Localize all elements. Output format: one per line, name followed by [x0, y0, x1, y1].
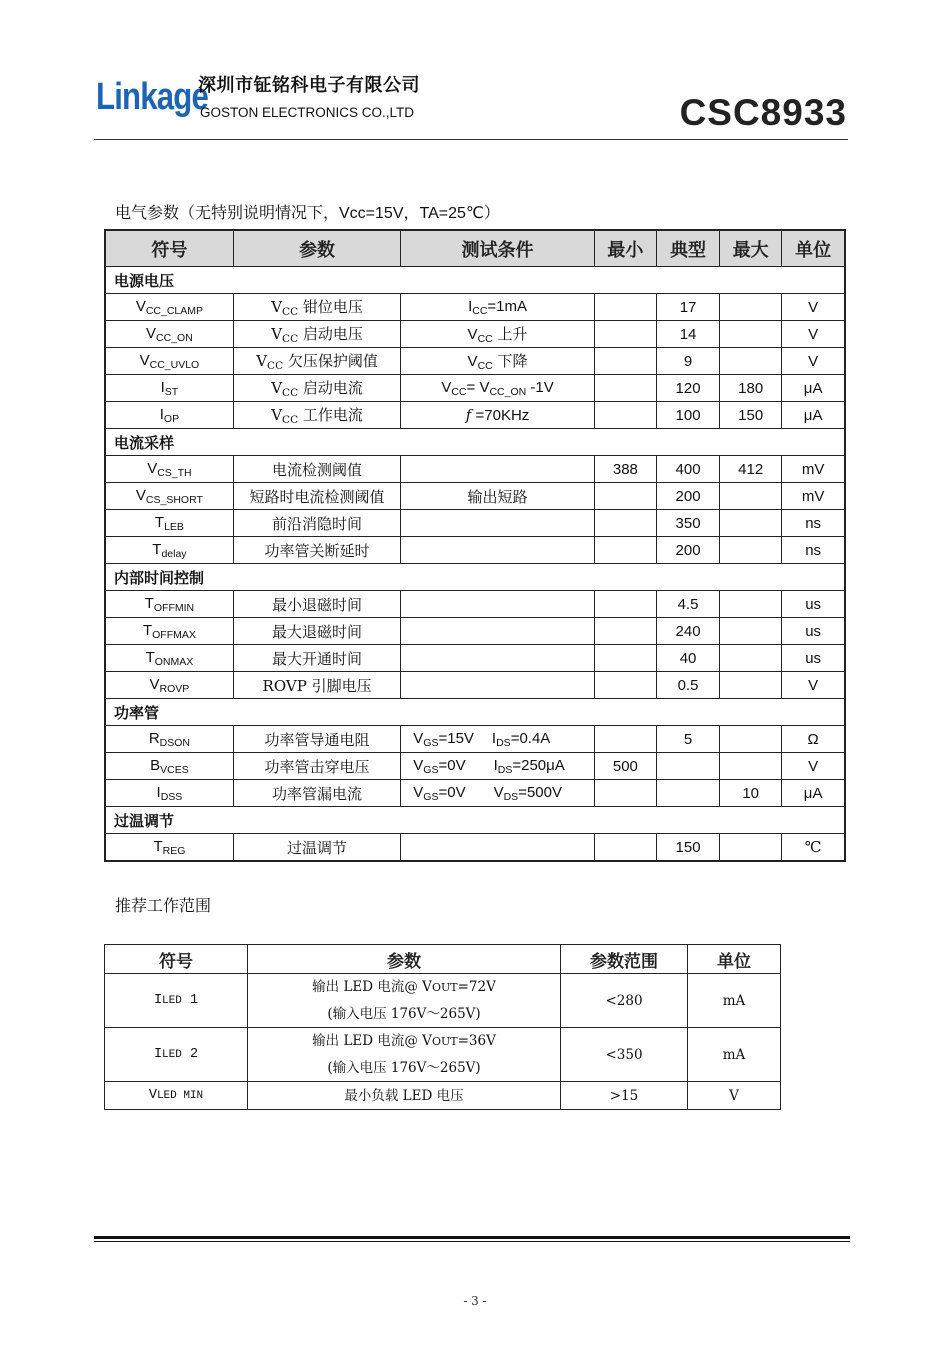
parameter-cell: 功率管击穿电压	[233, 753, 400, 780]
condition-cell	[401, 510, 595, 537]
min-cell	[594, 375, 656, 402]
table-row	[105, 645, 845, 672]
symbol-cell: $T_{LEB}$	[105, 510, 233, 537]
parameter-cell: 最小退磁时间	[233, 591, 400, 618]
typ-cell: 200	[656, 483, 719, 510]
table-row	[105, 483, 845, 510]
max-cell	[720, 645, 782, 672]
min-cell	[594, 591, 656, 618]
table-row	[105, 726, 845, 753]
electrical-params-title: 电气参数（无特别说明情况下，Vcc=15V，TA=25℃）	[115, 205, 500, 222]
typ-cell: 0.5	[656, 672, 719, 699]
unit-cell: V	[688, 1082, 781, 1110]
table-row	[105, 537, 845, 564]
symbol-cell: $T_{REG}$	[105, 834, 233, 862]
category-row	[105, 699, 845, 726]
min-cell	[594, 780, 656, 807]
max-cell	[720, 294, 782, 321]
typ-cell: 400	[656, 456, 719, 483]
parameter-cell: 最大退磁时间	[233, 618, 400, 645]
symbol-cell: $V_{ROVP}$	[105, 672, 233, 699]
max-cell	[720, 510, 782, 537]
min-cell	[594, 348, 656, 375]
parameter-cell: 输出 LED 电流@ VOUT=72V (输入电压 176V～265V)	[248, 974, 561, 1028]
unit-cell: μA	[782, 402, 845, 429]
max-cell: 10	[720, 780, 782, 807]
company-name-en: GOSTON ELECTRONICS CO.,LTD	[200, 105, 415, 120]
table-header-row	[105, 945, 781, 974]
symbol-cell: $V_{CC\_ON}$	[105, 321, 233, 348]
typ-cell: 17	[656, 294, 719, 321]
page-number: - 3 -	[463, 1294, 487, 1308]
condition-cell	[401, 591, 595, 618]
company-name-cn: 深圳市钲铭科电子有限公司	[198, 75, 420, 96]
condition-cell	[401, 618, 595, 645]
unit-cell: Ω	[782, 726, 845, 753]
min-cell	[594, 834, 656, 862]
max-cell	[720, 672, 782, 699]
min-cell: 388	[594, 456, 656, 483]
symbol-cell: $V_{CC\_CLAMP}$	[105, 294, 233, 321]
parameter-cell: ROVP 引脚电压	[233, 672, 400, 699]
max-cell	[720, 321, 782, 348]
range-cell: >15	[561, 1082, 688, 1110]
unit-cell: ns	[782, 510, 845, 537]
parameter-cell: 功率管关断延时	[233, 537, 400, 564]
unit-cell: V	[782, 321, 845, 348]
symbol-cell: $T_{ONMAX}$	[105, 645, 233, 672]
parameter-cell: 短路时电流检测阈值	[233, 483, 400, 510]
symbol-cell: $I_{DSS}$	[105, 780, 233, 807]
parameter-cell: 前沿消隐时间	[233, 510, 400, 537]
category-thermal-regulation: 过温调节	[105, 807, 845, 834]
max-cell	[720, 537, 782, 564]
category-row	[105, 807, 845, 834]
min-cell	[594, 321, 656, 348]
unit-cell: mV	[782, 456, 845, 483]
table-row	[105, 780, 845, 807]
typ-cell: 14	[656, 321, 719, 348]
max-cell	[720, 753, 782, 780]
condition-cell: $V_{CC}= V_{CC\_ON}$ -1V	[401, 375, 595, 402]
header-parameter: 参数	[248, 945, 561, 974]
parameter-cell: 最大开通时间	[233, 645, 400, 672]
table-row	[105, 1028, 781, 1082]
parameter-cell: 功率管导通电阻	[233, 726, 400, 753]
typ-cell	[656, 753, 719, 780]
symbol-cell: ILED 1	[105, 974, 248, 1028]
condition-cell	[401, 645, 595, 672]
header-typ: 典型	[656, 230, 719, 267]
table-row	[105, 348, 845, 375]
company-logo: Linkage	[96, 76, 209, 118]
header-min: 最小	[594, 230, 656, 267]
symbol-cell: $T_{OFFMIN}$	[105, 591, 233, 618]
recommended-range-table	[104, 944, 781, 1110]
min-cell	[594, 645, 656, 672]
typ-cell: 350	[656, 510, 719, 537]
condition-cell	[401, 672, 595, 699]
unit-cell: V	[782, 348, 845, 375]
parameter-cell: 过温调节	[233, 834, 400, 862]
max-cell: 180	[720, 375, 782, 402]
symbol-cell: $B_{VCES}$	[105, 753, 233, 780]
unit-cell: us	[782, 591, 845, 618]
symbol-cell: $V_{CC\_UVLO}$	[105, 348, 233, 375]
unit-cell: mA	[688, 1028, 781, 1082]
recommended-range-title: 推荐工作范围	[115, 898, 212, 915]
table-row	[105, 974, 781, 1028]
header-parameter: 参数	[233, 230, 400, 267]
unit-cell: us	[782, 645, 845, 672]
parameter-cell: 最小负载 LED 电压	[248, 1082, 561, 1110]
symbol-cell: $I_{ST}$	[105, 375, 233, 402]
part-number: CSC8933	[679, 92, 847, 133]
table-row	[105, 294, 845, 321]
parameter-cell: $V_{CC}$ 欠压保护阈值	[233, 348, 400, 375]
unit-cell: μA	[782, 780, 845, 807]
typ-cell: 4.5	[656, 591, 719, 618]
header-unit: 单位	[782, 230, 845, 267]
parameter-cell: 输出 LED 电流@ VOUT=36V (输入电压 176V～265V)	[248, 1028, 561, 1082]
header-divider	[94, 139, 848, 140]
typ-cell: 100	[656, 402, 719, 429]
category-power-mosfet: 功率管	[105, 699, 845, 726]
range-cell: <280	[561, 974, 688, 1028]
unit-cell: ℃	[782, 834, 845, 862]
max-cell	[720, 483, 782, 510]
table-row	[105, 834, 845, 862]
condition-cell: $V_{GS}=0V$ $V_{DS}=500V$	[401, 780, 595, 807]
unit-cell: V	[782, 294, 845, 321]
table-row	[105, 618, 845, 645]
unit-cell: V	[782, 753, 845, 780]
condition-cell: $V_{CC}$ 上升	[401, 321, 595, 348]
category-row	[105, 564, 845, 591]
typ-cell: 150	[656, 834, 719, 862]
category-current-sense: 电流采样	[105, 429, 845, 456]
condition-cell	[401, 834, 595, 862]
table-row	[105, 402, 845, 429]
table-row	[105, 672, 845, 699]
header-symbol: 符号	[105, 230, 233, 267]
table-row	[105, 591, 845, 618]
max-cell	[720, 834, 782, 862]
condition-cell: $V_{CC}$ 下降	[401, 348, 595, 375]
min-cell	[594, 726, 656, 753]
table-row	[105, 456, 845, 483]
condition-cell	[401, 456, 595, 483]
symbol-cell: $V_{CS\_SHORT}$	[105, 483, 233, 510]
unit-cell: us	[782, 618, 845, 645]
min-cell: 500	[594, 753, 656, 780]
typ-cell: 120	[656, 375, 719, 402]
typ-cell: 200	[656, 537, 719, 564]
min-cell	[594, 402, 656, 429]
category-row	[105, 267, 845, 294]
footer-divider-thick	[94, 1236, 850, 1239]
symbol-cell: $T_{OFFMAX}$	[105, 618, 233, 645]
min-cell	[594, 510, 656, 537]
unit-cell: V	[782, 672, 845, 699]
category-internal-timing: 内部时间控制	[105, 564, 845, 591]
unit-cell: mV	[782, 483, 845, 510]
table-row	[105, 375, 845, 402]
symbol-cell: $I_{OP}$	[105, 402, 233, 429]
symbol-cell: $T_{delay}$	[105, 537, 233, 564]
symbol-cell: ILED 2	[105, 1028, 248, 1082]
max-cell	[720, 591, 782, 618]
parameter-cell: $V_{CC}$ 钳位电压	[233, 294, 400, 321]
table-row	[105, 753, 845, 780]
symbol-cell: $V_{CS\_TH}$	[105, 456, 233, 483]
condition-cell: 输出短路	[401, 483, 595, 510]
electrical-params-table	[104, 229, 846, 862]
condition-cell: $V_{GS}=15V$ $I_{DS}=0.4A$	[401, 726, 595, 753]
max-cell: 412	[720, 456, 782, 483]
parameter-cell: $V_{CC}$ 启动电压	[233, 321, 400, 348]
category-row	[105, 429, 845, 456]
table-header-row	[105, 230, 845, 267]
symbol-cell: $R_{DSON}$	[105, 726, 233, 753]
footer-divider-thin	[94, 1241, 850, 1242]
min-cell	[594, 537, 656, 564]
header-symbol: 符号	[105, 945, 248, 974]
unit-cell: mA	[688, 974, 781, 1028]
table-row	[105, 1082, 781, 1110]
typ-cell: 40	[656, 645, 719, 672]
parameter-cell: 电流检测阈值	[233, 456, 400, 483]
header-max: 最大	[720, 230, 782, 267]
condition-cell: f =70KHz	[401, 402, 595, 429]
typ-cell: 240	[656, 618, 719, 645]
unit-cell: ns	[782, 537, 845, 564]
max-cell	[720, 348, 782, 375]
max-cell	[720, 726, 782, 753]
max-cell	[720, 618, 782, 645]
parameter-cell: 功率管漏电流	[233, 780, 400, 807]
category-power-supply: 电源电压	[105, 267, 845, 294]
typ-cell: 5	[656, 726, 719, 753]
typ-cell	[656, 780, 719, 807]
min-cell	[594, 672, 656, 699]
header-unit: 单位	[688, 945, 781, 974]
min-cell	[594, 483, 656, 510]
min-cell	[594, 618, 656, 645]
table-row	[105, 510, 845, 537]
condition-cell	[401, 537, 595, 564]
symbol-cell: VLED MIN	[105, 1082, 248, 1110]
max-cell: 150	[720, 402, 782, 429]
parameter-cell: $V_{CC}$ 启动电流	[233, 375, 400, 402]
condition-cell: $V_{GS}=0V$ $I_{DS}=250\mu A$	[401, 753, 595, 780]
typ-cell: 9	[656, 348, 719, 375]
table-row	[105, 321, 845, 348]
header-test-condition: 测试条件	[401, 230, 595, 267]
header-range: 参数范围	[561, 945, 688, 974]
unit-cell: μA	[782, 375, 845, 402]
range-cell: <350	[561, 1028, 688, 1082]
parameter-cell: $V_{CC}$ 工作电流	[233, 402, 400, 429]
condition-cell: $I_{CC}=1mA$	[401, 294, 595, 321]
min-cell	[594, 294, 656, 321]
